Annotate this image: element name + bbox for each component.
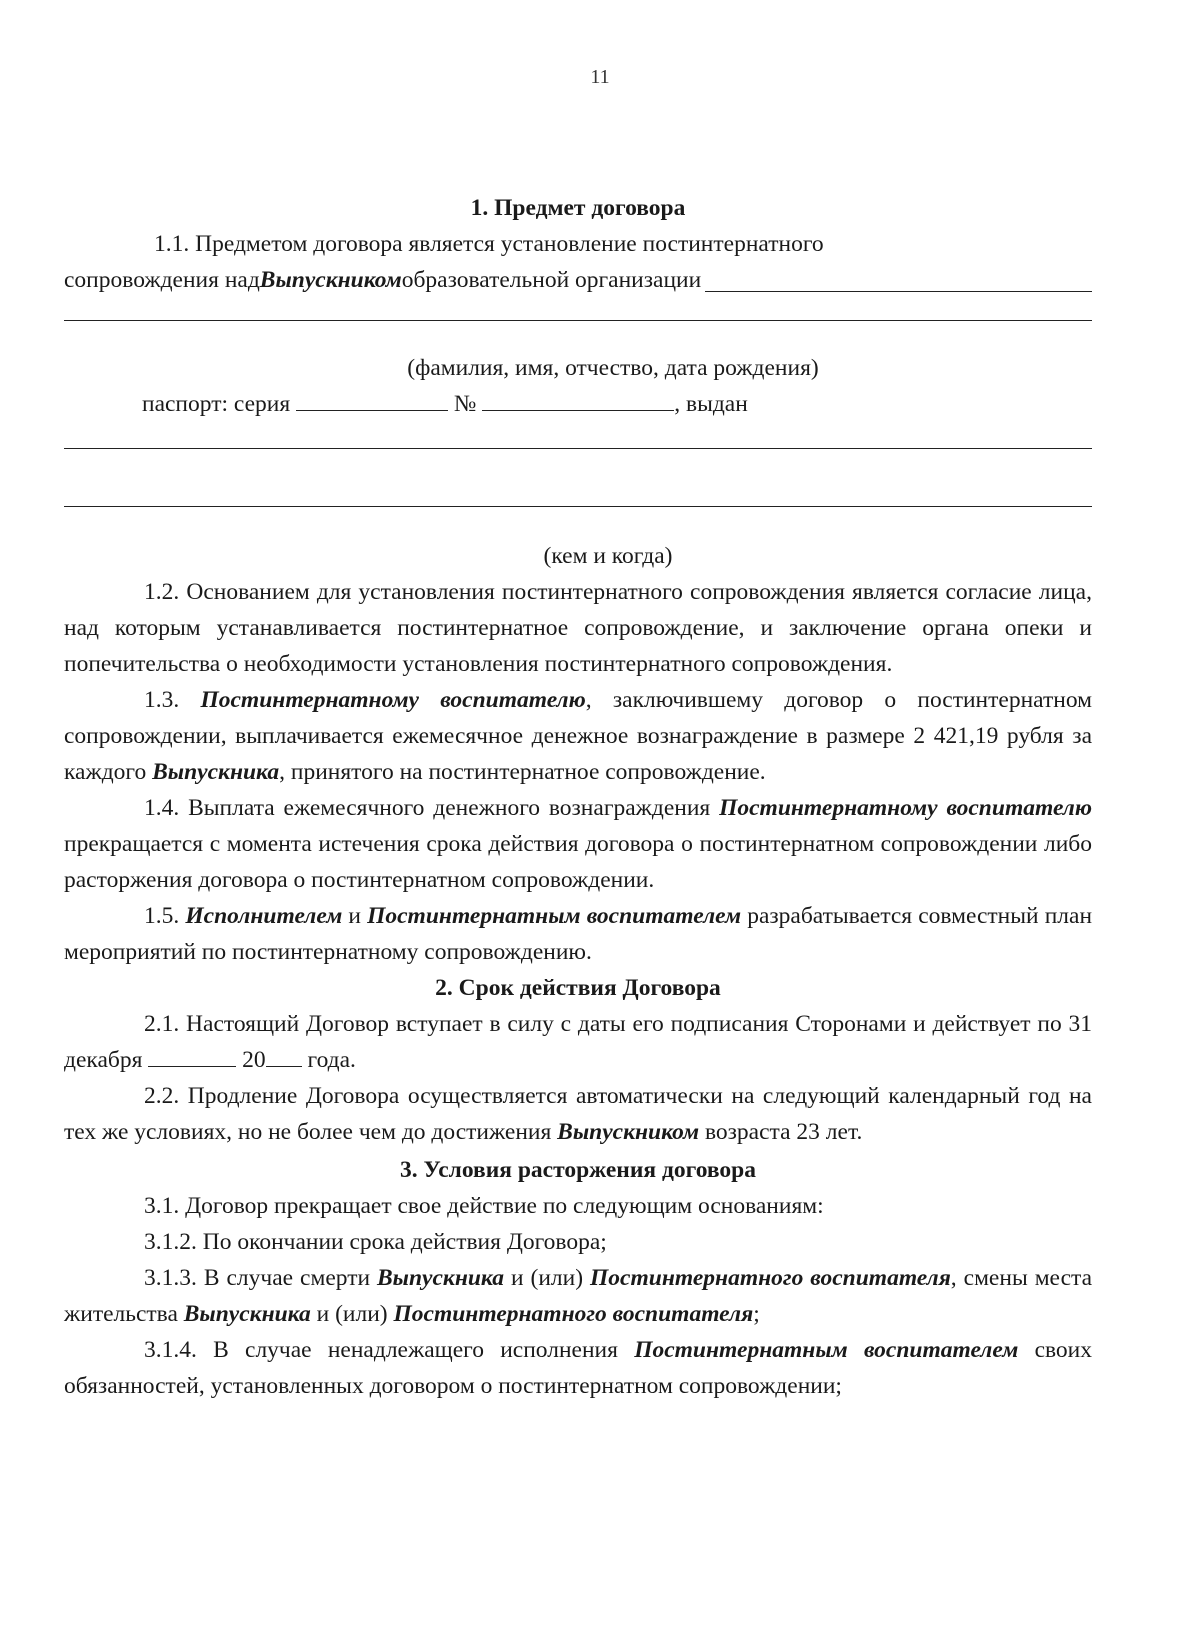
paragraph-1-3-end: , принятого на постинтернатное сопровождение. [279, 759, 766, 785]
executor-term: Исполнителем [185, 903, 343, 929]
paragraph-3-1-2: 3.1.2. По окончании срока действия Договора; [144, 1229, 607, 1255]
year-prefix: 20 [236, 1047, 266, 1073]
paragraph-2-1-text: 2.1. Настоящий Договор вступает в силу с даты его подписания Сторонами и действует по 31 декабря [64, 1011, 1092, 1073]
graduate-term: Выпускника [377, 1265, 505, 1291]
tutor-term: Постинтернатным воспитателем [367, 903, 742, 929]
passport-row [64, 386, 1092, 422]
issued-blank-row-2 [64, 506, 1092, 538]
paragraph-1-5-and: и [342, 903, 368, 929]
paragraph-1-5 [64, 898, 1092, 970]
section-2-title: 2. Срок действия Договора [435, 975, 721, 1001]
paragraph-1-4 [64, 790, 1092, 898]
paragraph-2-1-end: года. [301, 1047, 356, 1073]
paragraph-2-2 [64, 1078, 1092, 1150]
organization-blank-line [705, 267, 1092, 292]
paragraph-3-1-3-d: , смены места жительства [64, 1265, 1092, 1327]
paragraph-1-4-pre: 1.4. Выплата ежемесячного денежного вознаграждения [144, 795, 720, 821]
paragraph-3-1-3-f: ; [753, 1301, 760, 1327]
passport-series-blank [296, 390, 448, 411]
paragraph-3-1-4-a: 3.1.4. В случае ненадлежащего исполнения [144, 1337, 635, 1363]
paragraph-1-4-post: прекращается с момента истечения срока действия договора о постинтернатном сопровождении либо расторжения договора о постинтернатном сопровождении. [64, 831, 1092, 893]
paragraph-3-1-3 [64, 1260, 1092, 1332]
paragraph-3-1: 3.1. Договор прекращает свое действие по следующим основаниям: [144, 1193, 824, 1219]
tutor-term: Постинтернатного воспитателя [590, 1265, 951, 1291]
caption-issued: (кем и когда) [543, 543, 673, 569]
paragraph-1-5-pre: 1.5. [144, 903, 186, 929]
paragraph-3-1-3-a: 3.1.3. В случае смерти [144, 1265, 377, 1291]
paragraph-1-2: 1.2. Основанием для установления постинтернатного сопровождения является согласие лица, над которым устанавливается постинтернатное сопровождение, и заключение органа опеки и попечительства о необходимости установления постинтернатного сопровождения. [64, 579, 1092, 677]
issued-blank-line-1 [64, 448, 1092, 449]
fio-blank-line [64, 320, 1092, 321]
document-body [64, 190, 1092, 1404]
passport-number-label: № [453, 391, 477, 417]
paragraph-3-1-3-c: и (или) [504, 1265, 591, 1291]
paragraph-3-1-4-c: своих обязанностей, установленных договором о постинтернатном сопровождении; [64, 1337, 1093, 1399]
paragraph-1-1-line1 [64, 226, 1092, 262]
passport-series-label: паспорт: серия [142, 391, 291, 417]
paragraph-1-1-text: 1.1. Предметом договора является установление постинтернатного [154, 231, 824, 257]
day-blank [148, 1046, 236, 1067]
paragraph-2-2-post: возраста 23 лет. [699, 1119, 863, 1145]
paragraph-1-1-pre: сопровождения над [64, 267, 260, 293]
paragraph-2-2-pre: 2.2. Продление Договора осуществляется автоматически на следующий календарный год на тех же условиях, но не более чем до достижения [64, 1083, 1092, 1145]
paragraph-1-3-num: 1.3. [144, 687, 201, 713]
page-number: 11 [590, 66, 610, 88]
paragraph-1-5-post: разрабатывается совместный план мероприятий по постинтернатному сопровождению. [64, 903, 1093, 965]
tutor-term: Постинтернатного воспитателя [393, 1301, 754, 1327]
tutor-term: Постинтернатному воспитателю [200, 687, 586, 713]
tutor-term: Постинтернатному воспитателю [719, 795, 1093, 821]
paragraph-1-1-line2 [64, 262, 1092, 298]
issued-blank-row-1 [64, 448, 1092, 488]
graduate-term: Выпускником [259, 267, 402, 293]
graduate-term: Выпускником [557, 1119, 700, 1145]
tutor-term: Постинтернатным воспитателем [634, 1337, 1019, 1363]
section-1-title: 1. Предмет договора [470, 195, 686, 221]
paragraph-3-1-3-e: и (или) [310, 1301, 394, 1327]
paragraph-3-1-4 [64, 1332, 1092, 1404]
graduate-term: Выпускника [152, 759, 280, 785]
caption-fio: (фамилия, имя, отчество, дата рождения) [407, 355, 819, 381]
section-3-title: 3. Условия расторжения договора [400, 1157, 756, 1183]
paragraph-1-1-post: образовательной организации [401, 267, 702, 293]
passport-number-blank [482, 390, 674, 411]
paragraph-1-3 [64, 682, 1092, 790]
year-blank [266, 1046, 302, 1067]
paragraph-2-1 [64, 1006, 1092, 1078]
paragraph-1-3-mid: , заключившему договор о постинтернатном сопровождении, выплачивается ежемесячное денежное вознаграждение в размере 2 421,19 рубля за каждого [64, 687, 1092, 785]
passport-issued-label: , выдан [674, 391, 748, 417]
graduate-term: Выпускника [183, 1301, 311, 1327]
issued-blank-line-2 [64, 506, 1092, 507]
fio-blank-row [64, 320, 1092, 350]
